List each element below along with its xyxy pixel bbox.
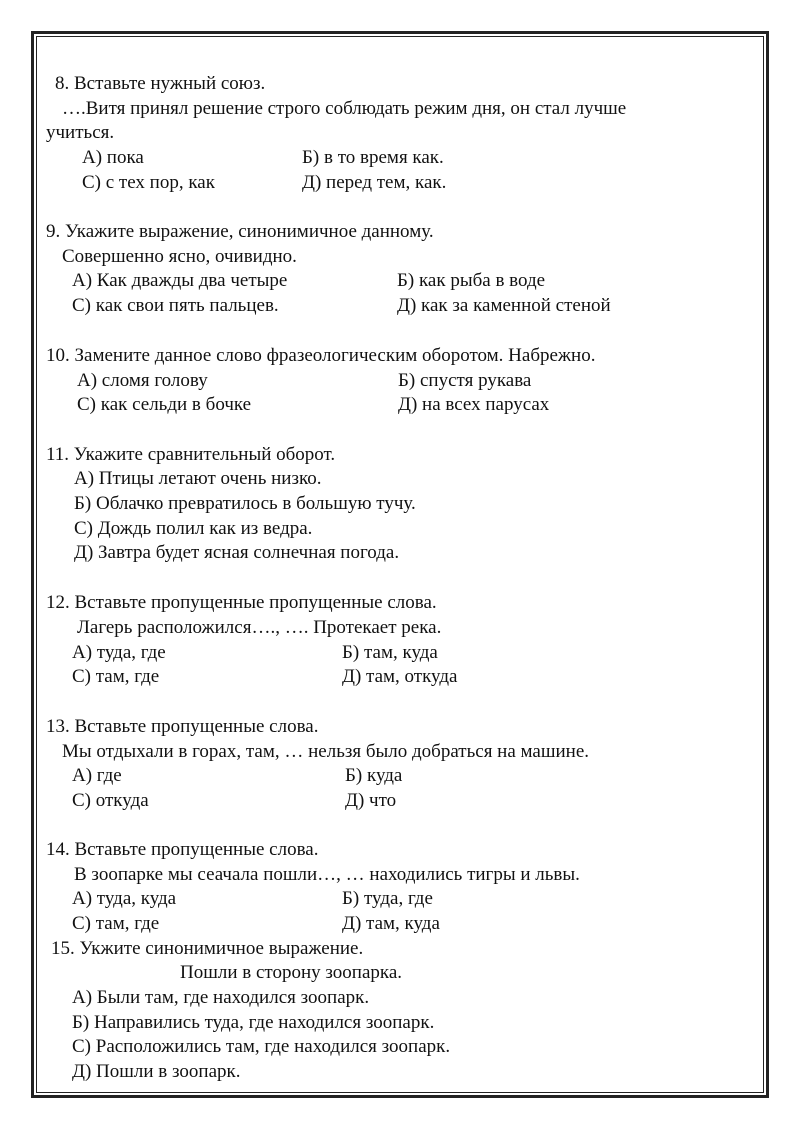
question-11-option-b: Б) Облачко превратилось в большую тучу. — [74, 493, 416, 514]
question-9-option-b: Б) как рыба в воде — [397, 270, 546, 291]
question-13-option-b: Б) куда — [345, 765, 403, 786]
question-8-option-b: Б) в то время как. — [302, 147, 444, 168]
question-13-option-a: А) где — [72, 765, 122, 786]
question-12-option-a: А) туда, где — [72, 642, 166, 663]
question-9-title: 9. Укажите выражение, синонимичное данному. — [46, 221, 434, 242]
question-11-title: 11. Укажите сравнительный оборот. — [46, 444, 336, 465]
question-8-text-line2: учиться. — [46, 122, 115, 143]
question-9-option-a: А) Как дважды два четыре — [72, 270, 288, 291]
question-11-option-c: С) Дождь полил как из ведра. — [74, 518, 313, 539]
question-13-option-d: Д) что — [345, 790, 397, 811]
question-15-option-c: С) Расположились там, где находился зоопарк. — [72, 1036, 451, 1057]
question-12-text: Лагерь расположился…., …. Протекает река. — [77, 617, 442, 638]
question-15-text: Пошли в сторону зоопарка. — [180, 962, 402, 983]
question-12-title: 12. Вставьте пропущенные пропущенные слова. — [46, 592, 437, 613]
question-8-option-c: С) с тех пор, как — [82, 172, 215, 193]
question-15-option-d: Д) Пошли в зоопарк. — [72, 1061, 241, 1082]
question-13-text: Мы отдыхали в горах, там, … нельзя было добраться на машине. — [62, 741, 590, 762]
question-8-option-a: А) пока — [82, 147, 144, 168]
question-15-option-b: Б) Направились туда, где находился зоопарк. — [72, 1012, 435, 1033]
question-14-option-a: А) туда, куда — [72, 888, 177, 909]
question-8-text-line1: ….Витя принял решение строго соблюдать режим дня, он стал лучше — [62, 98, 627, 119]
question-14-option-b: Б) туда, где — [342, 888, 433, 909]
question-12-option-c: С) там, где — [72, 666, 160, 687]
question-15-option-a: А) Были там, где находился зоопарк. — [72, 987, 370, 1008]
question-8-title: 8. Вставьте нужный союз. — [55, 73, 266, 94]
question-10-option-c: С) как сельди в бочке — [77, 394, 252, 415]
question-10-option-a: А) сломя голову — [77, 370, 208, 391]
question-14-option-c: С) там, где — [72, 913, 160, 934]
question-9-option-c: С) как свои пять пальцев. — [72, 295, 279, 316]
question-11-option-d: Д) Завтра будет ясная солнечная погода. — [74, 542, 400, 563]
question-14-title: 14. Вставьте пропущенные слова. — [46, 839, 319, 860]
question-10-option-d: Д) на всех парусах — [398, 394, 550, 415]
question-13-option-c: С) откуда — [72, 790, 149, 811]
question-12-option-d: Д) там, откуда — [342, 666, 458, 687]
question-15-title: 15. Укжите синонимичное выражение. — [51, 938, 364, 959]
question-11-option-a: А) Птицы летают очень низко. — [74, 468, 322, 489]
question-10-option-b: Б) спустя рукава — [398, 370, 532, 391]
question-14-text: В зоопарке мы сеачала пошли…, … находились тигры и львы. — [74, 864, 580, 885]
question-9-option-d: Д) как за каменной стеной — [397, 295, 611, 316]
question-13-title: 13. Вставьте пропущенные слова. — [46, 716, 319, 737]
question-12-option-b: Б) там, куда — [342, 642, 438, 663]
question-9-text: Совершенно ясно, очивидно. — [62, 246, 297, 267]
question-8-option-d: Д) перед тем, как. — [302, 172, 447, 193]
question-10-title: 10. Замените данное слово фразеологическим оборотом. Набрежно. — [46, 345, 596, 366]
question-14-option-d: Д) там, куда — [342, 913, 440, 934]
